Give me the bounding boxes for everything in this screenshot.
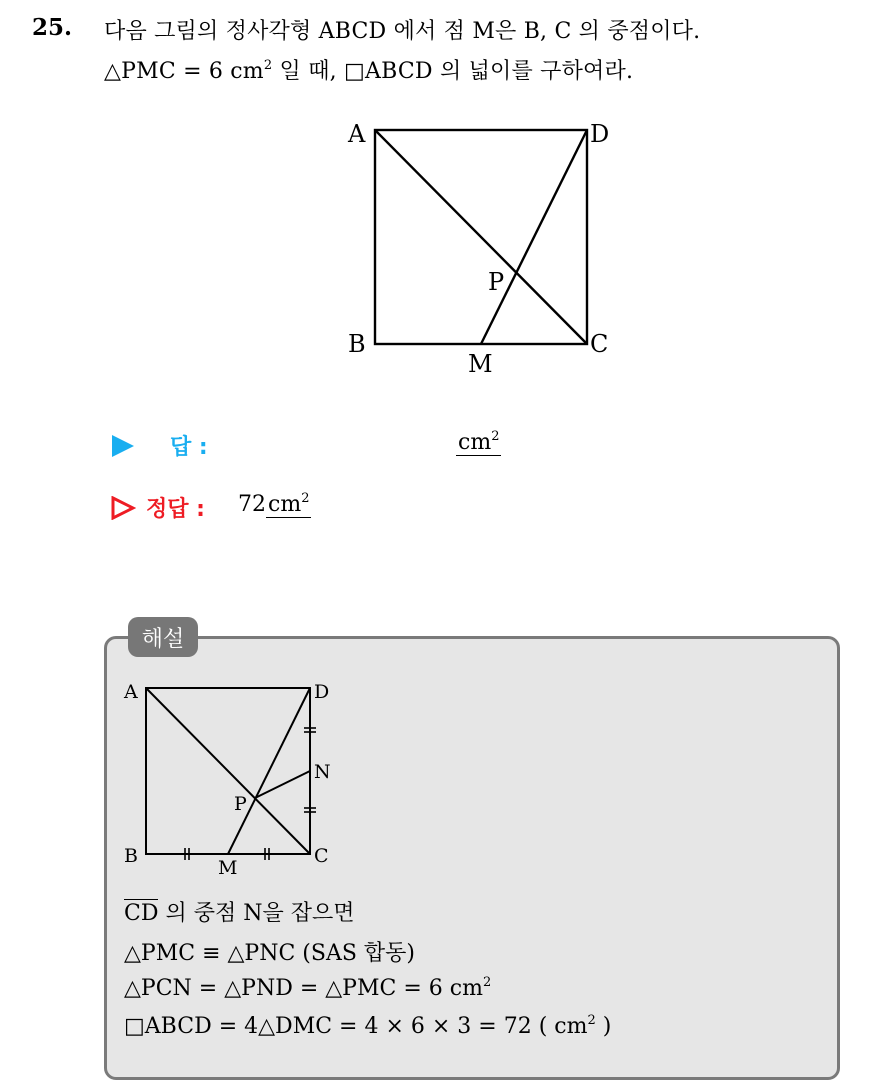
sol-label-n: N bbox=[314, 761, 331, 783]
solution-segment-dm bbox=[228, 688, 310, 854]
sol-label-a: A bbox=[124, 681, 138, 703]
solution-diagonal-ac bbox=[146, 688, 310, 854]
answer-unit: cm bbox=[458, 430, 492, 455]
label-a: A bbox=[348, 120, 366, 148]
solution-line3-exponent: 2 bbox=[482, 975, 492, 990]
solution-line3-text: △PCN = △PND = △PMC = 6 cm bbox=[124, 976, 483, 1001]
question-text-line1: 다음 그림의 정사각형 ABCD 에서 점 M은 B, C 의 중점이다. bbox=[104, 19, 701, 44]
question-text-line2 bbox=[104, 54, 633, 85]
solution-line2: △PMC ≡ △PNC (SAS 합동) bbox=[124, 941, 415, 966]
label-d: D bbox=[590, 120, 610, 148]
answer-blank[interactable] bbox=[456, 430, 501, 455]
segment-cd: CD bbox=[124, 901, 159, 926]
solution-line4-close: ) bbox=[595, 1014, 612, 1039]
sol-label-d: D bbox=[314, 681, 330, 703]
answer-row bbox=[110, 430, 530, 462]
question-number: 25. bbox=[32, 14, 73, 41]
solution-line1-text: 의 중점 N을 잡으면 bbox=[165, 901, 355, 926]
answer-label: 답 : bbox=[170, 435, 208, 460]
question-text-rest: 일 때, □ABCD 의 넓이를 구하여라. bbox=[272, 59, 634, 84]
segment-dm bbox=[481, 130, 587, 344]
correct-unit: cm bbox=[268, 492, 302, 517]
sol-label-p: P bbox=[234, 793, 247, 815]
correct-value bbox=[238, 492, 311, 517]
solution-line4 bbox=[124, 1014, 611, 1039]
sol-label-m: M bbox=[218, 857, 238, 879]
correct-label: 정답 : bbox=[146, 497, 205, 522]
solution-tab: 해설 bbox=[128, 617, 198, 657]
diagonal-ac bbox=[375, 130, 587, 344]
question-area-exponent: 2 bbox=[263, 58, 273, 73]
correct-exponent: 2 bbox=[301, 491, 310, 506]
solution-line4-exponent: 2 bbox=[587, 1013, 596, 1028]
play-triangle-icon bbox=[110, 434, 136, 458]
label-b: B bbox=[348, 330, 366, 358]
outline-triangle-icon bbox=[110, 496, 136, 520]
sol-label-b: B bbox=[124, 845, 138, 867]
correct-number: 72 bbox=[238, 492, 266, 517]
solution-diagram bbox=[118, 672, 338, 882]
answer-exponent: 2 bbox=[491, 429, 500, 444]
sol-label-c: C bbox=[314, 845, 329, 867]
label-p: P bbox=[488, 268, 505, 296]
solution-line1 bbox=[124, 896, 354, 927]
question-area-given: △PMC = 6 cm bbox=[104, 59, 264, 84]
correct-answer-row bbox=[110, 492, 370, 524]
label-m: M bbox=[468, 350, 493, 378]
solution-line4-text: □ABCD = 4△DMC = 4 × 6 × 3 = 72 ( cm bbox=[124, 1014, 588, 1039]
label-c: C bbox=[590, 330, 609, 358]
solution-line3 bbox=[124, 976, 491, 1001]
square-diagram bbox=[330, 110, 630, 380]
